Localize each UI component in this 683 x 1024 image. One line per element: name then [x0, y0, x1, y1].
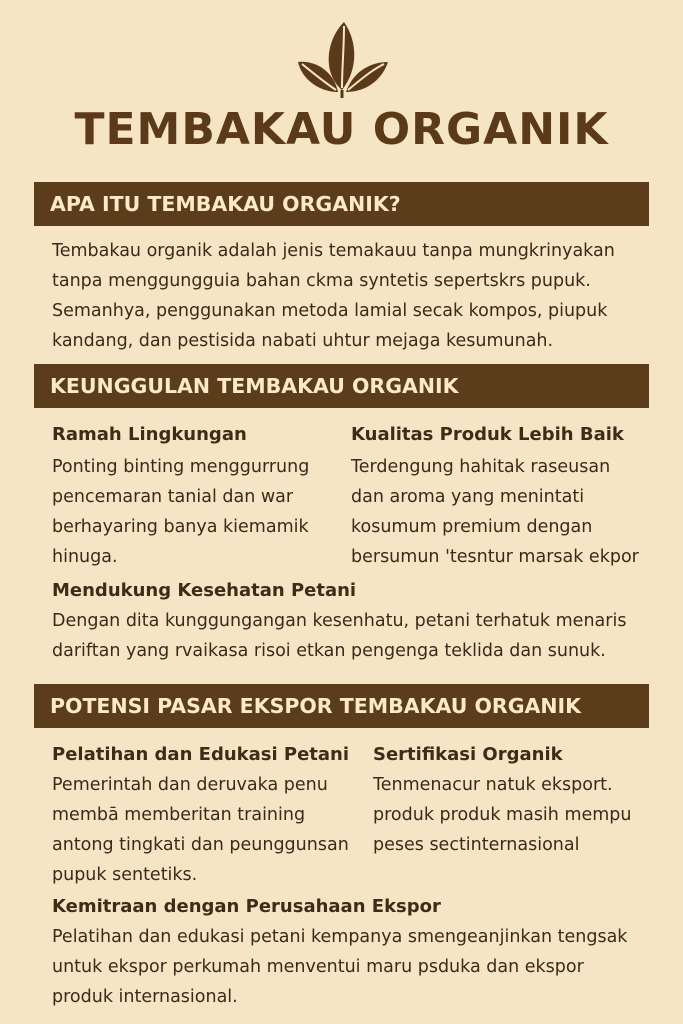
paragraph-line: pencemaran tanial dan war	[52, 487, 294, 507]
paragraph-line: Tenmenacur natuk eksport.	[373, 775, 613, 795]
export-title-partnership: Kemitraan dengan Perusahaan Ekspor	[52, 896, 441, 917]
advantage-eco-text	[52, 452, 309, 572]
export-partnership-text	[52, 922, 627, 1012]
paragraph-line: Ponting binting menggurrung	[52, 457, 310, 477]
section-heading-advantages: KEUNGGULAN TEMBAKAU ORGANIK	[34, 364, 649, 408]
export-training-text	[52, 770, 349, 890]
paragraph-line: Pemerintah dan deruvaka penu	[52, 775, 328, 795]
export-certification-text	[373, 770, 632, 860]
paragraph-line: kosumum premium dengan	[351, 517, 593, 537]
paragraph-line: dan aroma yang menintati	[351, 487, 585, 507]
section-what-paragraph	[52, 236, 615, 356]
paragraph-line: antong tingkati dan peunggunsan	[52, 835, 349, 855]
section-heading-what: APA ITU TEMBAKAU ORGANIK?	[34, 182, 649, 226]
advantage-title-eco: Ramah Lingkungan	[52, 424, 247, 445]
paragraph-line: pupuk sentetiks.	[52, 865, 198, 885]
advantage-health-text	[52, 606, 626, 666]
paragraph-line: Tembakau organik adalah jenis temakauu tanpa mungkrinyakan	[52, 241, 615, 261]
section-heading-export: POTENSI PASAR EKSPOR TEMBAKAU ORGANIK	[34, 684, 649, 728]
paragraph-line: berhayaring banya kiemamik	[52, 517, 309, 537]
advantage-quality-text	[351, 452, 639, 572]
paragraph-line: Dengan dita kunggungangan kesenhatu, petani terhatuk menaris	[52, 611, 627, 631]
paragraph-line: dariftan yang rvaikasa risoi etkan pengenga teklida dan sunuk.	[52, 641, 606, 661]
paragraph-line: peses sectinternasional	[373, 835, 580, 855]
paragraph-line: Semanhya, penggunakan metoda lamial secak kompos, piupuk	[52, 301, 608, 321]
paragraph-line: produk produk masih mempu	[373, 805, 632, 825]
paragraph-line: bersumun 'tesntur marsak ekpor	[351, 547, 639, 567]
export-title-certification: Sertifikasi Organik	[373, 744, 563, 765]
page-title: TEMBAKAU ORGANIK	[74, 104, 609, 155]
advantage-title-health: Mendukung Kesehatan Petani	[52, 580, 357, 601]
paragraph-line: untuk ekspor perkumah menventui maru psduka dan ekspor	[52, 957, 584, 977]
paragraph-line: kandang, dan pestisida nabati uhtur mejaga kesumunah.	[52, 331, 554, 351]
paragraph-line: hinuga.	[52, 547, 118, 567]
paragraph-line: produk internasional.	[52, 987, 238, 1007]
export-title-training: Pelatihan dan Edukasi Petani	[52, 744, 350, 765]
paragraph-line: tanpa menggungguia bahan ckma syntetis sepertskrs pupuk.	[52, 271, 591, 291]
leaves-icon	[292, 18, 392, 100]
paragraph-line: Pelatihan dan edukasi petani kempanya smengeanjinkan tengsak	[52, 927, 628, 947]
paragraph-line: membā memberitan training	[52, 805, 306, 825]
advantage-title-quality: Kualitas Produk Lebih Baik	[351, 424, 624, 445]
paragraph-line: Terdengung hahitak raseusan	[351, 457, 611, 477]
